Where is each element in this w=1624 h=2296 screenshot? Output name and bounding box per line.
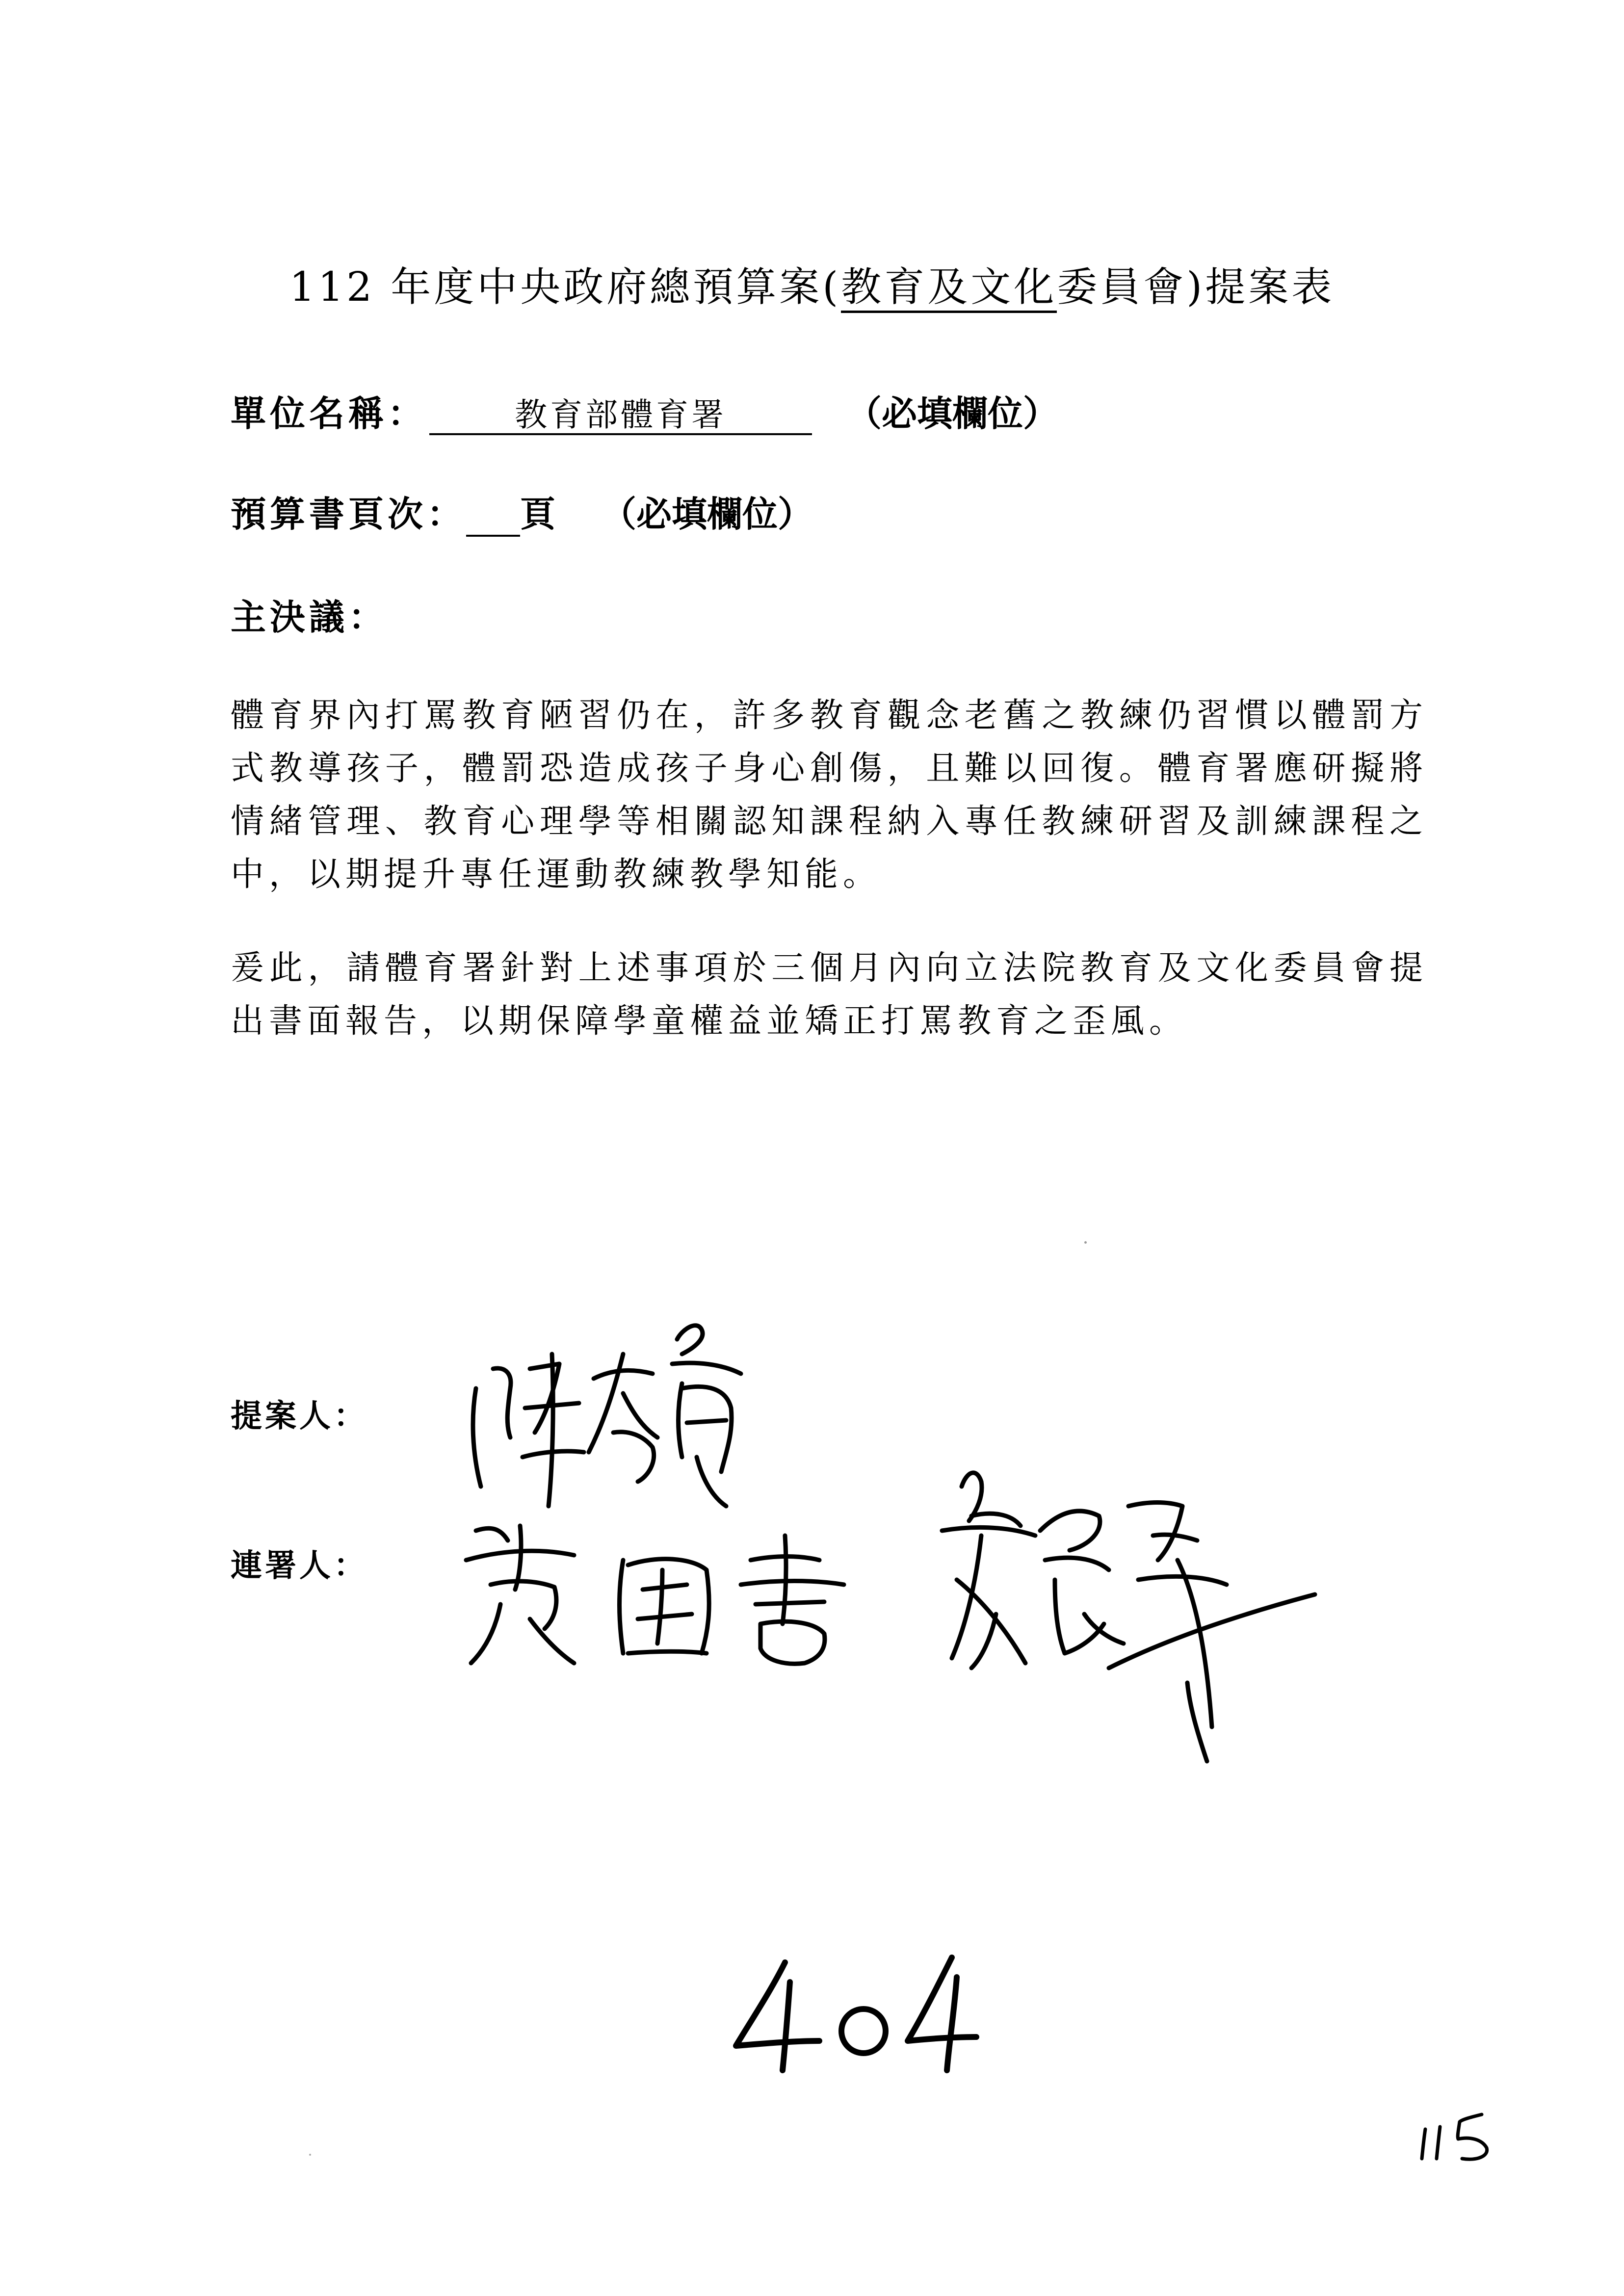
cosigner-signature-2 xyxy=(922,1452,1325,1786)
resolution-label: 主決議： xyxy=(231,597,388,638)
proposer-label: 提案人： xyxy=(231,1398,368,1435)
scan-speck xyxy=(1084,1241,1087,1244)
page-value xyxy=(466,497,520,537)
title-prefix: 112 年度中央政府總預算案( xyxy=(289,264,841,311)
proposer-signature xyxy=(466,1310,770,1516)
handwritten-page-number xyxy=(1413,2110,1501,2164)
handwritten-number-404 xyxy=(731,1953,986,2080)
cosigner-label: 連署人： xyxy=(231,1548,368,1584)
page-row xyxy=(231,486,559,537)
unit-value: 教育部體育署 xyxy=(429,397,812,435)
resolution-paragraph-2: 爰此，請體育署針對上述事項於三個月內向立法院教育及文化委員會提出書面報告，以期保障學童權益並矯正打罵教育之歪風。 xyxy=(231,949,1428,1041)
unit-label: 單位名稱： xyxy=(231,393,427,434)
page-required-note: （必填欄位） xyxy=(601,494,813,535)
unit-row xyxy=(231,385,812,436)
unit-required-note: （必填欄位） xyxy=(846,393,1059,434)
page-unit: 頁 xyxy=(520,494,560,535)
cosigner-signature-1 xyxy=(461,1506,868,1673)
page-title xyxy=(0,255,1624,313)
title-committee: 教育及文化 xyxy=(841,264,1057,313)
title-suffix: 委員會)提案表 xyxy=(1057,264,1335,311)
resolution-paragraph-1: 體育界內打罵教育陋習仍在，許多教育觀念老舊之教練仍習慣以體罰方式教導孩子，體罰恐造成孩子身心創傷，且難以回復。體育署應研擬將情緒管理、教育心理學等相關認知課程納入專任教練研習及訓練課程之中，以期提升專任運動教練教學知能。 xyxy=(231,696,1428,894)
page-label: 預算書頁次： xyxy=(231,494,467,535)
scan-speck xyxy=(309,2154,311,2156)
